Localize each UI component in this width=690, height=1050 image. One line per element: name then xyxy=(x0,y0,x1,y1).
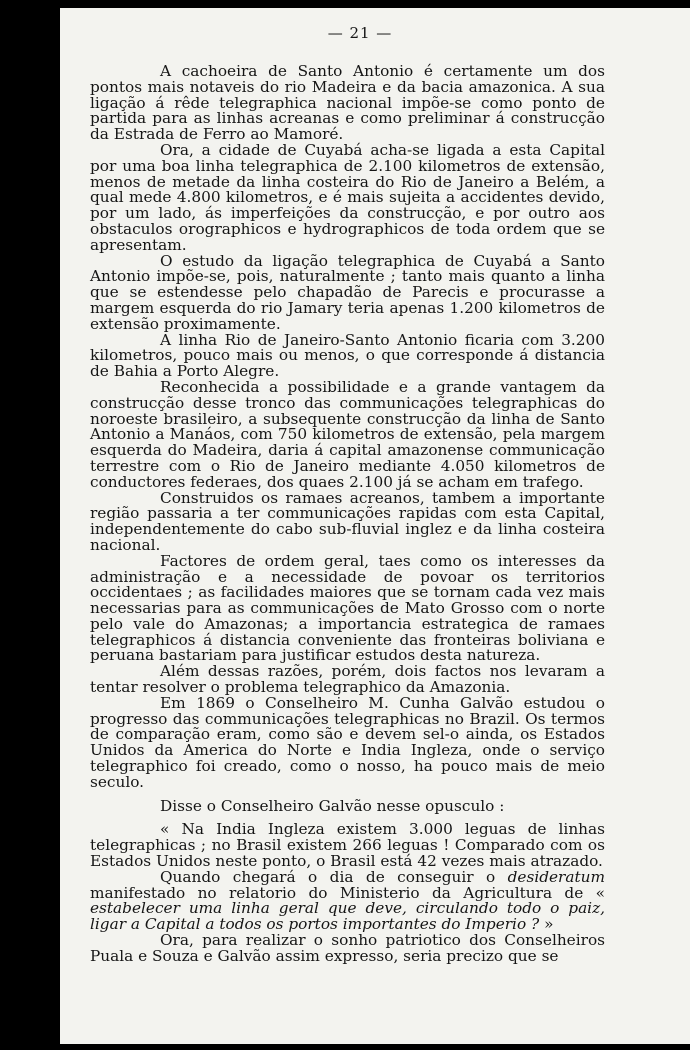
paragraph-5: Reconhecida a possibilidade e a grande vantagem da construcção desse tronco das communicações telegraphicas do noroeste brasileiro, a subsequente construcção da linha de Santo Antonio a Manáos, com 750 kilometros de extensão, pela margem esquerda do Madeira, daria á capital amazonense communicação terrestre com o Rio de Janeiro mediante 4.050 kilometros de conductores federaes, dos quaes 2.100 já se acham em trafego. xyxy=(90,377,605,491)
paragraph-13: Ora, para realizar o sonho patriotico dos Conselheiros Puala e Souza e Galvão assim expresso, seria precizo que se xyxy=(90,931,605,965)
paragraph-12-text-1: Quando chegará o dia de conseguir o xyxy=(160,867,508,886)
paragraph-4: A linha Rio de Janeiro-Santo Antonio ficaria com 3.200 kilometros, pouco mais ou menos, o que corresponde á distancia de Bahia a Porto Alegre. xyxy=(90,330,605,381)
paragraph-12-text-3: » xyxy=(539,915,554,934)
document-page xyxy=(60,8,690,1044)
page-number: — 21 — xyxy=(327,24,393,42)
paragraph-3: O estudo da ligação telegraphica de Cuyabá a Santo Antonio impõe-se, pois, naturalmente ; tanto mais quanto a linha que se estendesse pelo chapadão de Parecis e procurasse a margem esquerda do rio Jamary teria apenas 1.200 kilometros de extensão proximamente. xyxy=(90,251,605,333)
paragraph-2: Ora, a cidade de Cuyabá acha-se ligada a esta Capital por uma boa linha telegraphica de 2.100 kilometros de extensão, menos de metade da linha costeira do Rio de Janeiro a Belém, a qual mede 4.800 kilometros, e é mais sujeita a accidentes devido, por um lado, ás imperfeições da construcção, e por outro aos obstaculos orographicos e hydrographicos de toda ordem que se apresentam. xyxy=(90,140,605,254)
paragraph-12-italic-2: estabelecer uma linha geral que deve, circulando todo o paiz, ligar a Capital a todos os portos importantes do Imperio ? xyxy=(90,899,605,934)
paragraph-10: Disse o Conselheiro Galvão nesse opusculo : xyxy=(160,796,505,815)
body-text xyxy=(90,64,605,965)
paragraph-9: Em 1869 o Conselheiro M. Cunha Galvão estudou o progresso das communicações telegraphicas no Brazil. Os termos de comparação eram, como são e devem sel-o ainda, os Estados Unidos da America do Norte e India Ingleza, onde o serviço telegraphico foi creado, como o nosso, ha pouco mais de meio seculo. xyxy=(90,693,605,791)
paragraph-7: Factores de ordem geral, taes como os interesses da administração e a necessidade de povoar os territorios occidentaes ; as facilidades maiores que se tornam cada vez mais necessarias para as communicações de Mato Grosso com o norte pelo vale do Amazonas; a importancia estrategica de ramaes telegraphicos á distancia conveniente das fronteiras boliviana e peruana bastariam para justificar estudos desta natureza. xyxy=(90,551,605,665)
paragraph-12-text-2: manifestado no relatorio do Ministerio da Agricultura de « xyxy=(90,883,605,902)
paragraph-11: « Na India Ingleza existem 3.000 leguas de linhas telegraphicas ; no Brasil existem 266 leguas ! Comparado com os Estados Unidos neste ponto, o Brasil está 42 vezes mais atrazado. xyxy=(90,820,605,871)
paragraph-1: A cachoeira de Santo Antonio é certamente um dos pontos mais notaveis do rio Madeira e da bacia amazonica. A sua ligação á rêde telegraphica nacional impõe-se como ponto de partida para as linhas acreanas e como preliminar á construcção da Estrada de Ferro ao Mamoré. xyxy=(90,62,605,144)
paragraph-12 xyxy=(90,867,605,934)
paragraph-6: Construidos os ramaes acreanos, tambem a importante região passaria a ter communicações rapidas com esta Capital, independentemente do cabo sub-fluvial inglez e da linha costeira nacional. xyxy=(90,488,605,554)
paragraph-12-italic-1: desideratum xyxy=(507,867,605,886)
paragraph-8: Além dessas razões, porém, dois factos nos levaram a tentar resolver o problema telegraphico da Amazonia. xyxy=(90,662,605,697)
